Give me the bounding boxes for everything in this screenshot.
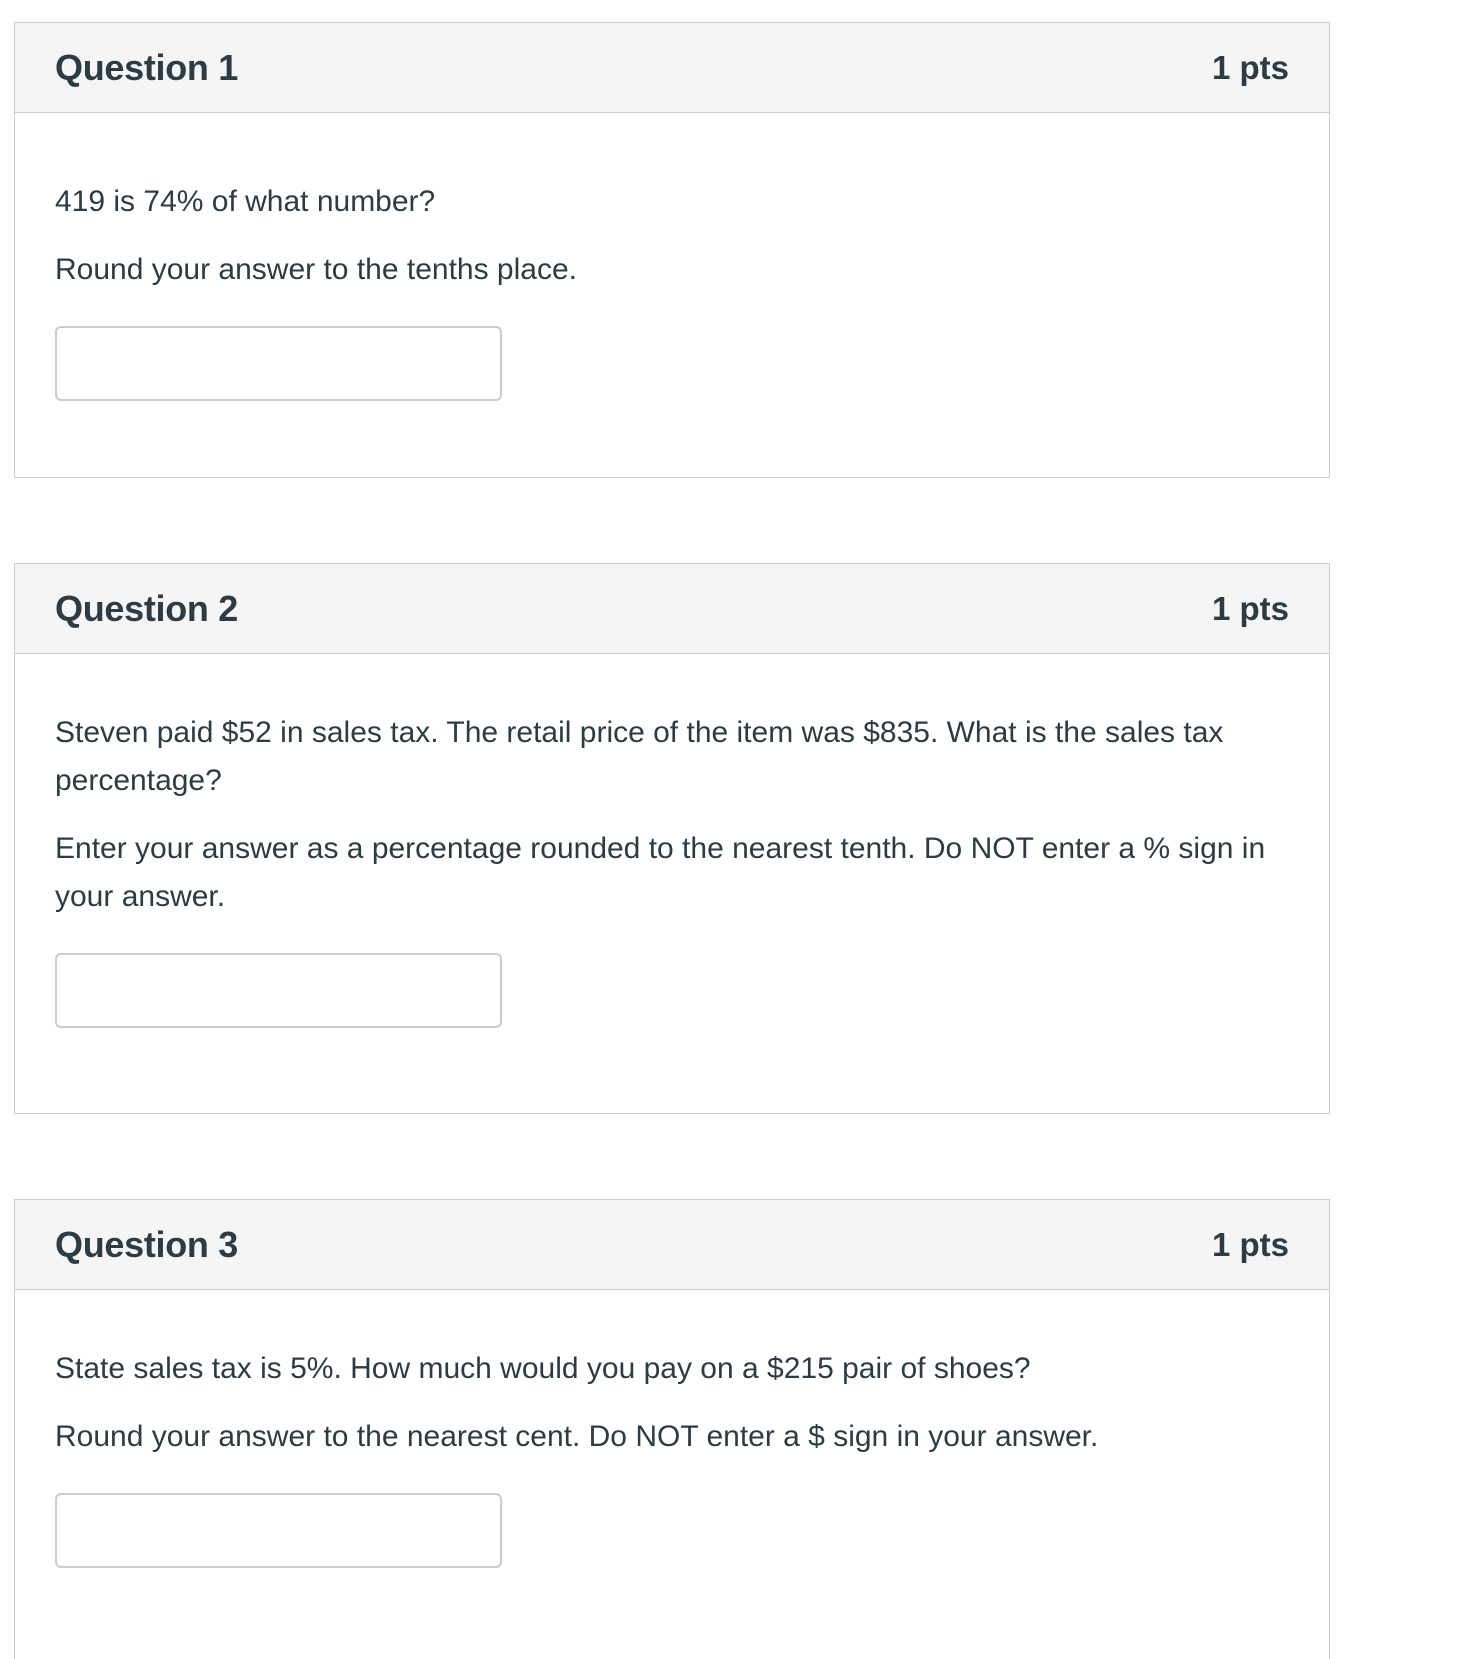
question-points: 1 pts [1211, 589, 1289, 627]
question-body [15, 1345, 1329, 1568]
question-instructions: Round your answer to the tenths place. [55, 253, 577, 286]
question-text: Steven paid $52 in sales tax. The retail price of the item was $835. What is the sales tax percentage? [55, 716, 1224, 797]
question-body [15, 709, 1329, 1028]
question-instructions: Round your answer to the nearest cent. Do NOT enter a $ sign in your answer. [55, 1420, 1099, 1453]
question-card-2 [14, 563, 1330, 1114]
question-header [15, 564, 1329, 654]
answer-input[interactable] [55, 1493, 502, 1568]
question-points: 1 pts [1211, 48, 1289, 86]
question-text: 419 is 74% of what number? [55, 185, 436, 218]
question-body [15, 178, 1329, 401]
question-card-1 [14, 22, 1330, 478]
question-instructions: Enter your answer as a percentage rounded to the nearest tenth. Do NOT enter a % sign in your answer. [55, 832, 1266, 913]
question-title: Question 2 [55, 587, 239, 629]
question-title: Question 3 [55, 1223, 239, 1265]
question-text: State sales tax is 5%. How much would you pay on a $215 pair of shoes? [55, 1352, 1031, 1385]
question-header [15, 1200, 1329, 1290]
answer-input[interactable] [55, 326, 502, 401]
question-title: Question 1 [55, 46, 239, 88]
answer-input[interactable] [55, 953, 502, 1028]
question-header [15, 23, 1329, 113]
question-card-3 [14, 1199, 1330, 1659]
question-points: 1 pts [1211, 1225, 1289, 1263]
